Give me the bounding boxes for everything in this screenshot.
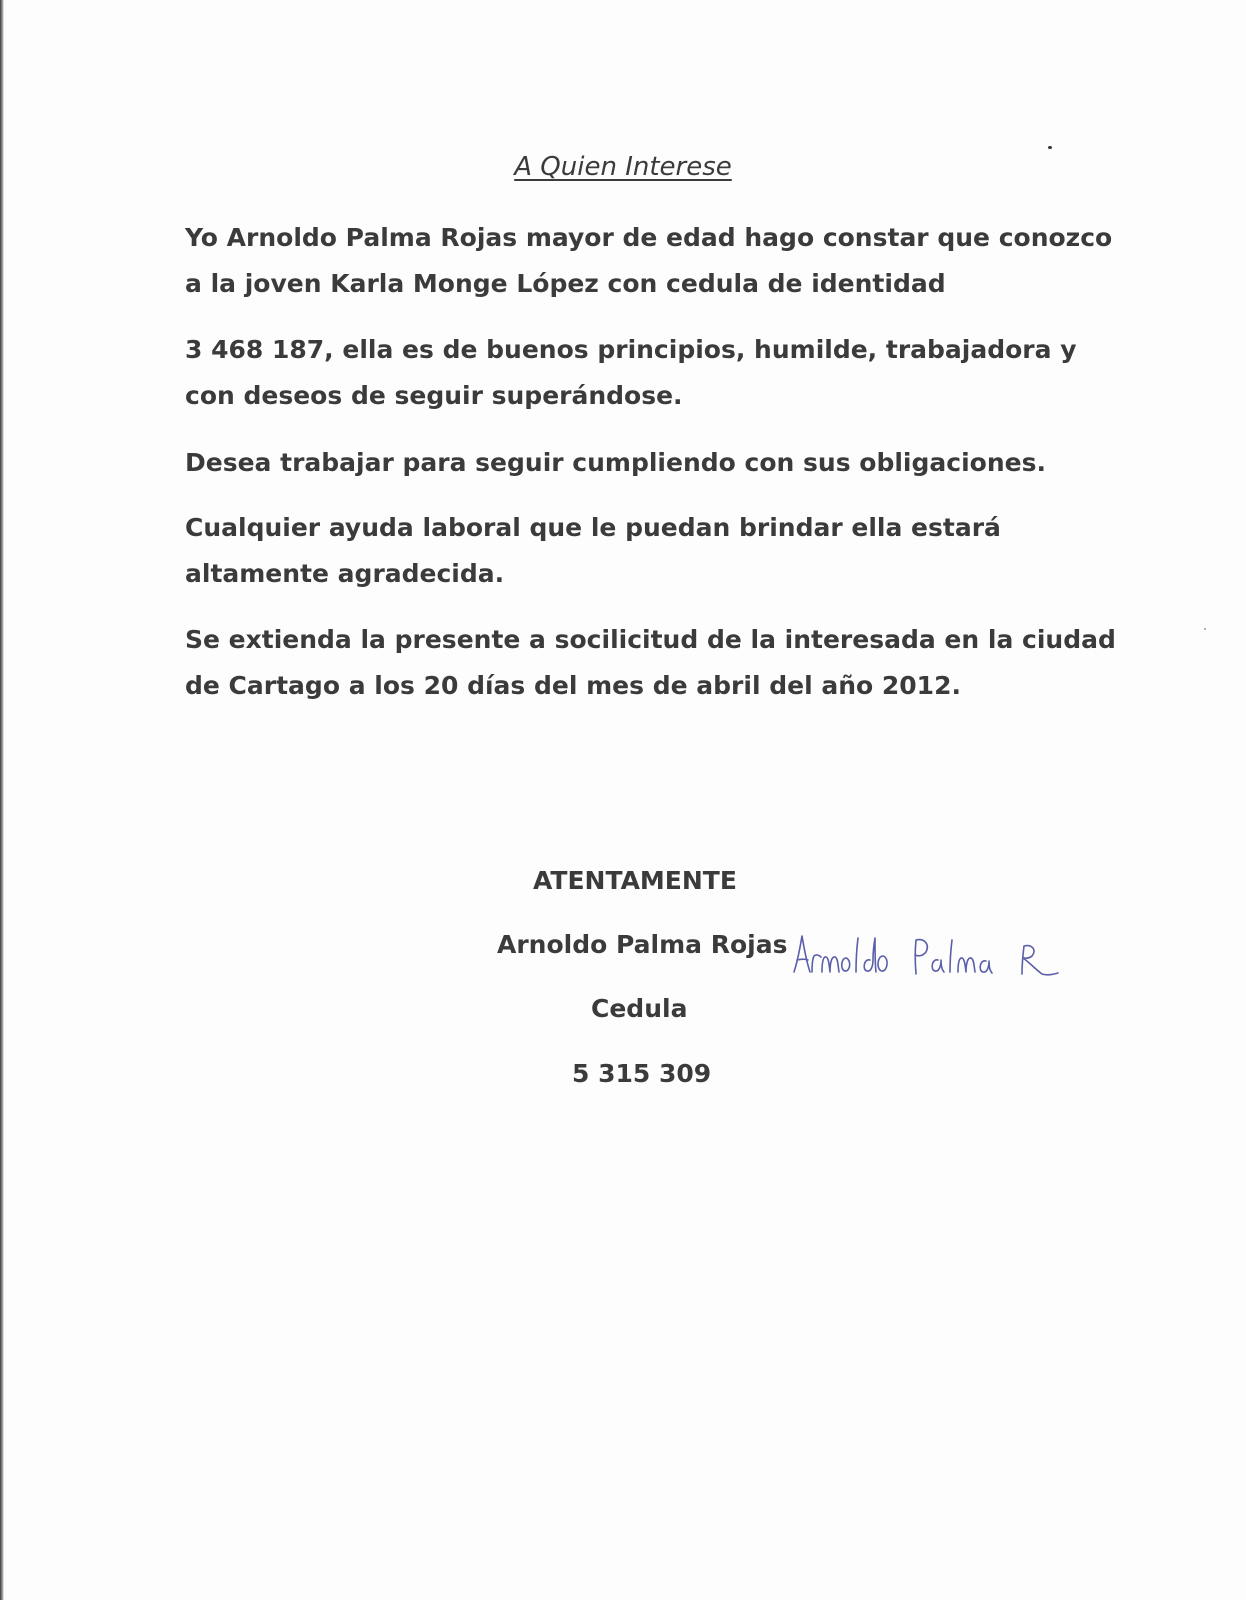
signature-graphic xyxy=(790,930,1070,990)
paragraph-introduction xyxy=(185,215,1113,307)
paragraph-line: Desea trabajar para seguir cumpliendo con sus obligaciones. xyxy=(185,448,1046,477)
paragraph-line: Se extienda la presente a socilicitud de la interesada en la ciudad xyxy=(185,625,1116,654)
scan-edge xyxy=(0,0,4,1600)
paragraph-line: Cualquier ayuda laboral que le puedan brindar ella estará xyxy=(185,513,1001,542)
letter-title xyxy=(0,152,1246,182)
paragraph-line: de Cartago a los 20 días del mes de abril del año 2012. xyxy=(185,671,961,700)
paragraph-line: Yo Arnoldo Palma Rojas mayor de edad hago constar que conozco xyxy=(185,223,1113,252)
paragraph-character xyxy=(185,327,1105,419)
paragraph-line: a la joven Karla Monge López con cedula de identidad xyxy=(185,269,946,298)
paragraph-line: 3 468 187, ella es de buenos principios, humilde, trabajadora y xyxy=(185,335,1077,364)
closing-salutation: ATENTAMENTE xyxy=(533,866,737,895)
paragraph-line: altamente agradecida. xyxy=(185,559,505,588)
paragraph-work-desire xyxy=(185,440,1105,486)
scan-speck xyxy=(1204,628,1206,630)
signer-name: Arnoldo Palma Rojas xyxy=(497,930,788,959)
scan-speck xyxy=(1048,146,1052,149)
id-number: 5 315 309 xyxy=(572,1059,712,1088)
letter-title-text: A Quien Interese xyxy=(514,152,732,182)
paragraph-gratitude xyxy=(185,505,1105,597)
paragraph-issuance xyxy=(185,617,1116,709)
handwritten-signature xyxy=(790,930,1070,990)
id-label: Cedula xyxy=(591,994,688,1023)
paragraph-line: con deseos de seguir superándose. xyxy=(185,381,683,410)
